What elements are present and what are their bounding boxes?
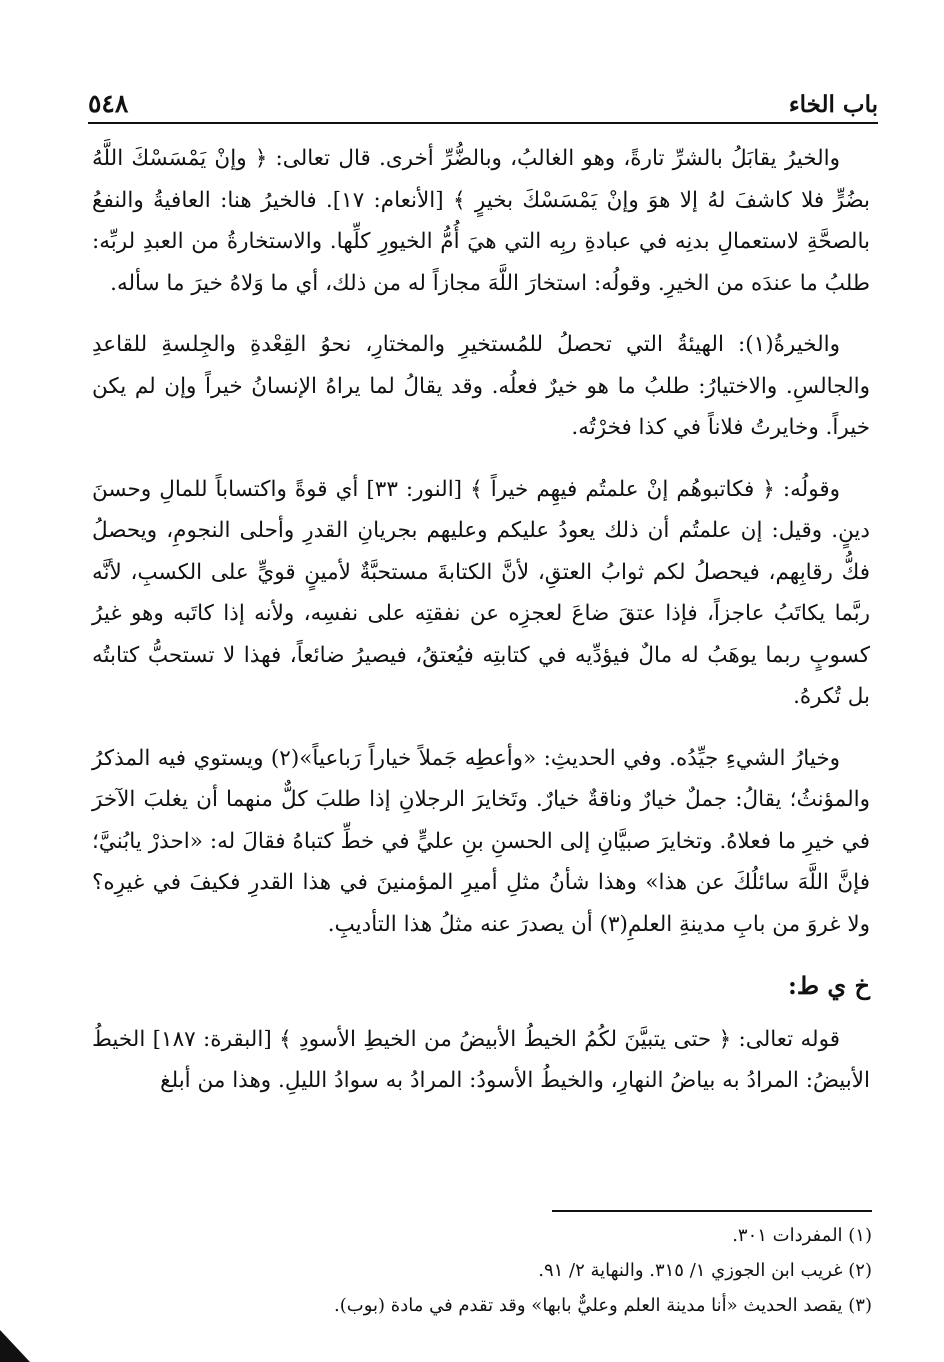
entry-heading: خ ي ط: xyxy=(787,971,870,1000)
main-text xyxy=(92,138,870,1122)
footnote-1: (١) المفردات ٣٠١. xyxy=(732,1225,872,1246)
paragraph-khira: والخيرةُ(١): الهيئةُ التي تحصلُ للمُستخيرِ والمختارِ، نحوُ القِعْدةِ والجِلسةِ للقاعدِ والجالسِ. والاختيارُ: طلبُ ما هو خيرٌ فعلُه. وقد يقالُ لما يراهُ الإنسانُ خيراً وإن لم يكن خيراً. وخايرتُ فلاناً في كذا فخرْتُه. xyxy=(92,332,870,440)
paragraph-khayt: قوله تعالى: ﴿ حتى يتبيَّنَ لكُمُ الخيطُ الأبيضُ من الخيطِ الأسودِ ﴾ [البقرة: ١٨٧] الخيطُ الأبيضُ: المرادُ به بياضُ النهارِ، والخيطُ الأسودُ: المرادُ به سوادُ الليلِ. وهذا من أبلغ xyxy=(92,1026,870,1093)
header-rule xyxy=(88,122,878,124)
corner-mark xyxy=(0,1330,30,1362)
paragraph-khayr: والخيرُ يقابَلُ بالشرِّ تارةً، وهو الغالبُ، وبالضُّرِّ أخرى. قال تعالى: ﴿ وإنْ يَمْسَسْكَ اللَّهُ بضُرٍّ فلا كاشفَ لهُ إلا هوَ وإنْ يَمْسَسْكَ بخيرٍ ﴾ [الأنعام: ١٧]. فالخيرُ هنا: العافيةُ والنفعُ بالصحَّةِ لاستعمالِ بدنِه في عبادةِ ربِه التي هيَ أُمُّ الخيورِ كلِّها. والاستخارةُ من العبدِ لربِّه: طلبُ ما عندَه من الخيرِ. وقولُه: استخارَ اللَّهَ مجازاً له من ذلك، أي ما وَلاهُ خيرَ ما سأله. xyxy=(92,146,870,296)
footnote-3: (٣) يقصد الحديث «أنا مدينة العلم وعليٌّ بابها» وقد تقدم في مادة (بوب). xyxy=(334,1295,872,1316)
page-number: ٥٤٨ xyxy=(88,89,129,118)
footnotes xyxy=(120,1218,872,1323)
footnote-rule xyxy=(552,1210,872,1212)
page-header xyxy=(88,68,878,118)
paragraph-kitaba: وقولُه: ﴿ فكاتبوهُم إنْ علمتُم فيهِم خيراً ﴾ [النور: ٣٣] أي قوةً واكتساباً للمالِ وحسنَ دينٍ. وقيل: إن علمتُم أن ذلك يعودُ عليكم وعليهم بجريانِ القدرِ وأحلى النجومِ، ويحصلُ فكُّ رقابِهم، فيحصلُ لكم ثوابُ العتقِ، لأنَّ الكتابةَ مستحبَّةٌ لأمينٍ قويٍّ على الكسبِ، لأنَّه ربَّما يكاتَبُ عاجزاً، فإذا عتقَ ضاعَ لعجزِه عن نفقتِه على نفسِه، ولأنه إذا كاتَبه وهو غيرُ كسوبٍ ربما يوهَبُ له مالٌ فيؤدِّيه في كتابتِه فيُعتقُ، فيصيرُ ضائعاً، فهذا لا تستحبُّ كتابتُه بل تُكرهُ. xyxy=(92,476,870,709)
paragraph-khiyar: وخيارُ الشيءِ جيِّدُه. وفي الحديثِ: «وأعطِه جَملاً خياراً رَباعياً»(٢) ويستوي فيه المذكرُ والمؤنثُ؛ يقالُ: جملٌ خيارٌ وناقةٌ خيارٌ. وتَخايرَ الرجلانِ إذا طلبَ كلٌّ منهما أن يغلبَ الآخرَ في خيرِ ما فعلاهُ. وتخايرَ صبيَّانِ إلى الحسنِ بنِ عليٍّ في خطِّ كتباهُ فقالَ له: «احذرْ يابُنيَّ؛ فإنَّ اللَّهَ سائلُكَ عن هذا» وهذا شأنُ مثلِ أميرِ المؤمنينَ في هذا القدرِ فكيفَ في غيرِه؟ ولا غروَ من بابِ مدينةِ العلمِ(٣) أن يصدرَ عنه مثلُ هذا التأديبِ. xyxy=(92,745,870,937)
footnote-2: (٢) غريب ابن الجوزي ١/ ٣١٥. والنهاية ٢/ ٩١. xyxy=(538,1260,872,1281)
section-title: باب الخاء xyxy=(788,91,878,118)
